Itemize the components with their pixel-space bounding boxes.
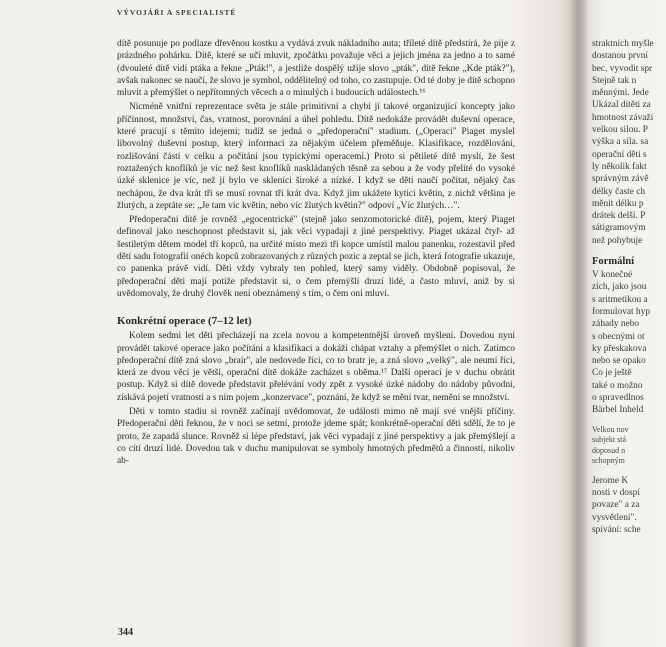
text-line: Bärbel Inheld (592, 405, 644, 416)
text-line: měnit délku p (592, 198, 644, 209)
text-line: bec, vyvodit spr (592, 63, 653, 74)
text-line: Ukázal dítěti za (592, 100, 651, 111)
right-page-lines-bottom (592, 475, 666, 536)
text-line: operační děti s (592, 149, 647, 160)
text-line: také o možno (592, 380, 643, 391)
text-line: s aritmetikou a (592, 294, 648, 305)
text-line: drátek delší. P (592, 211, 646, 222)
text-line: nebo se opako (592, 356, 646, 367)
spacer (592, 417, 666, 425)
text-line: Co je ještě (592, 368, 632, 379)
text-line: záhady nebo (592, 319, 640, 330)
text-line: hmotnost závaží (592, 112, 654, 123)
paragraph: dítě posunuje po podlaze dřevěnou kostku a vydává zvuk nákladního auta; tříleté dítě předstírá, že pije z prázdného pohárku. Dítě, které se učí mluvit, zpočátku považuje věci a jejich jména za jedno a to samé (dvouleté dítě vidí ptáka a řekne „Pták!", a jestliže dospělý užije slovo „pták", dítě řekne „Kde pták?"), avšak nakonec se naučí, že slovo je symbol, oddělitelný od toho, co zastupuje. Od té doby je dítě schopno mluvit a přemýšlet o nepřítomných věcech a o minulých i budoucích událostech.¹⁶ (117, 39, 515, 99)
spacer (592, 467, 666, 475)
text-line: povaze" a za (592, 500, 640, 511)
footnote-line: subjekt stá (592, 435, 626, 445)
text-line: měnnými. Jede (592, 88, 649, 99)
running-head: VÝVOJÁŘI A SPECIALISTÉ (117, 8, 237, 17)
text-line: V konečné (592, 270, 633, 281)
section-heading: Konkrétní operace (7–12 let) (117, 315, 252, 328)
text-line: ly několik fakt (592, 161, 647, 172)
text-line: Stejně tak n (592, 75, 637, 86)
left-page-content (117, 38, 515, 470)
text-line: velkou silou. P (592, 125, 648, 136)
text-line: o spravedlnos (592, 393, 644, 404)
text-line: zích, jako jsou (592, 282, 647, 293)
text-line: výška a síla. sa (592, 137, 649, 148)
text-line: než pohybuje (592, 235, 643, 246)
section-heading: Formální (592, 256, 634, 268)
text-line: s obecnými ot (592, 331, 645, 342)
right-page-footnote (592, 425, 666, 467)
text-line: spívání: sche (592, 524, 641, 535)
text-line: nosti v dospí (592, 487, 640, 498)
page-number: 344 (118, 627, 133, 638)
right-page (588, 0, 666, 647)
right-page-lines-top (592, 38, 666, 247)
text-line: dostanou první (592, 51, 648, 62)
text-line: sátigramovým (592, 223, 646, 234)
paragraph: Děti v tomto stadiu si rovněž začínají uvědomovat, že události mimo ně mají své vnější příčiny. Předoperační děti řeknou, že v noci se setmí, protože jdeme spát; konkrétně-operační děti sdělí, že to je proto, že zapadá slunce. Rovněž si lépe představí, jak věci vypadají z jiné perspektivy a jak přemýšlejí a co cítí druzí lidé. Dovedou tak v duchu manipulovat se symboly hmotných předmětů a činností, nikoliv ab- (117, 407, 515, 467)
text-line: délky časte ch (592, 186, 646, 197)
text-line: formulovat hyp (592, 306, 651, 317)
right-page-content (592, 38, 666, 536)
footnote-line: Velkou nov (592, 424, 629, 434)
book-gutter (570, 0, 590, 647)
paragraph: Předoperační dítě je rovněž „egocentrické" (stejně jako senzomotorické dítě), pojem, který Piaget definoval jako neschopnost představit si, jak věci vypadají z jiné perspektivy. Piaget ukázal čtyř- až šestiletým dětem model tří kopců, na určité místo mezi tři kopce umístil malou panenku, rozestavil před dětí sadu fotografií onéch kopců zobrazovaných z různých pozic a zeptal se jich, která fotografie ukazuje, co panenka právě vidí. Děti vždy vybraly ten pohled, který samy viděly. Obdobně popisoval, že předoperační děti mají potíže představit si, o čem přemýšlí druzí lidé, a často mluví, aniž by si uvědomovaly, že druhý člověk není obeznámený s tím, o čem oni mluví. (117, 215, 515, 299)
paragraph: Kolem sedmi let děti přecházejí na zcela novou a kompetentnější úroveň myšlení. Dovedou nyní provádět takové operace jako počítání a klasifikaci a dokáží chápat vztahy a přemýšlet o nich. Zatímco předoperační dítě zná slovo „brair", ale nedovede říci, co to bratr je, a zná slovo „velký", ale neumí říci, která ze dvou věcí je větší, operační dítě dokáže zacházet s oběma.¹⁷ Další operací je v duchu obrátit postup. Když si dítě dovede představit přelévání vody zpět z vysoké úzké nádoby do nádoby původní, získává pojetí vratnosti a s ním pojem „konzervace", poznání, že když se mění tvar, nemění se množství. (117, 331, 515, 403)
paragraph: Nicméně vnitřní reprezentace světa je stále primitivní a chybí jí takové organizující koncepty jako příčinnost, množství, čas, vratnost, porovnání a úhel pohledu. Dítě nedokáže provádět duševní operace, které pracují s těmito idejemi; tudíž se jedná o „předoperační" stadium. („Operaci" Piaget myslel libovolný duševní postup, který informaci za nějakým účelem přeměňuje. Klasifikace, rozdělování, rozlišování částí v celku a počítání jsou typickými operacemi.) Proto si pětileté dítě myslí, že šest roztažených knoflíků je víc než šest knoflíků naskládaných těsně za sebou a že vody přelité do vysoké úzké sklenice je víc, než jí bylo ve skleníci široké a nízké. I když se děti naučí počítat, nějaký čas nechápou, že dva krát tři se musí rovnat tři krát dva. Když jim ukážete kytici květin, z nichž většina je žlutých, a zeptáte se: „Je tam víc květin, nebo víc žlutých květin?" odpoví „Víc žlutých…". (117, 102, 515, 211)
text-line: Jerome K (592, 475, 629, 486)
text-line: vysvětlení". (592, 512, 637, 523)
footnote-line: schopným (592, 456, 625, 466)
right-page-lines-mid (592, 269, 666, 417)
footnote-line: doposud n (592, 445, 626, 455)
text-line: straktních myšle (592, 39, 654, 49)
text-line: ky přeskakova (592, 343, 647, 354)
text-line: správným závě (592, 174, 649, 185)
